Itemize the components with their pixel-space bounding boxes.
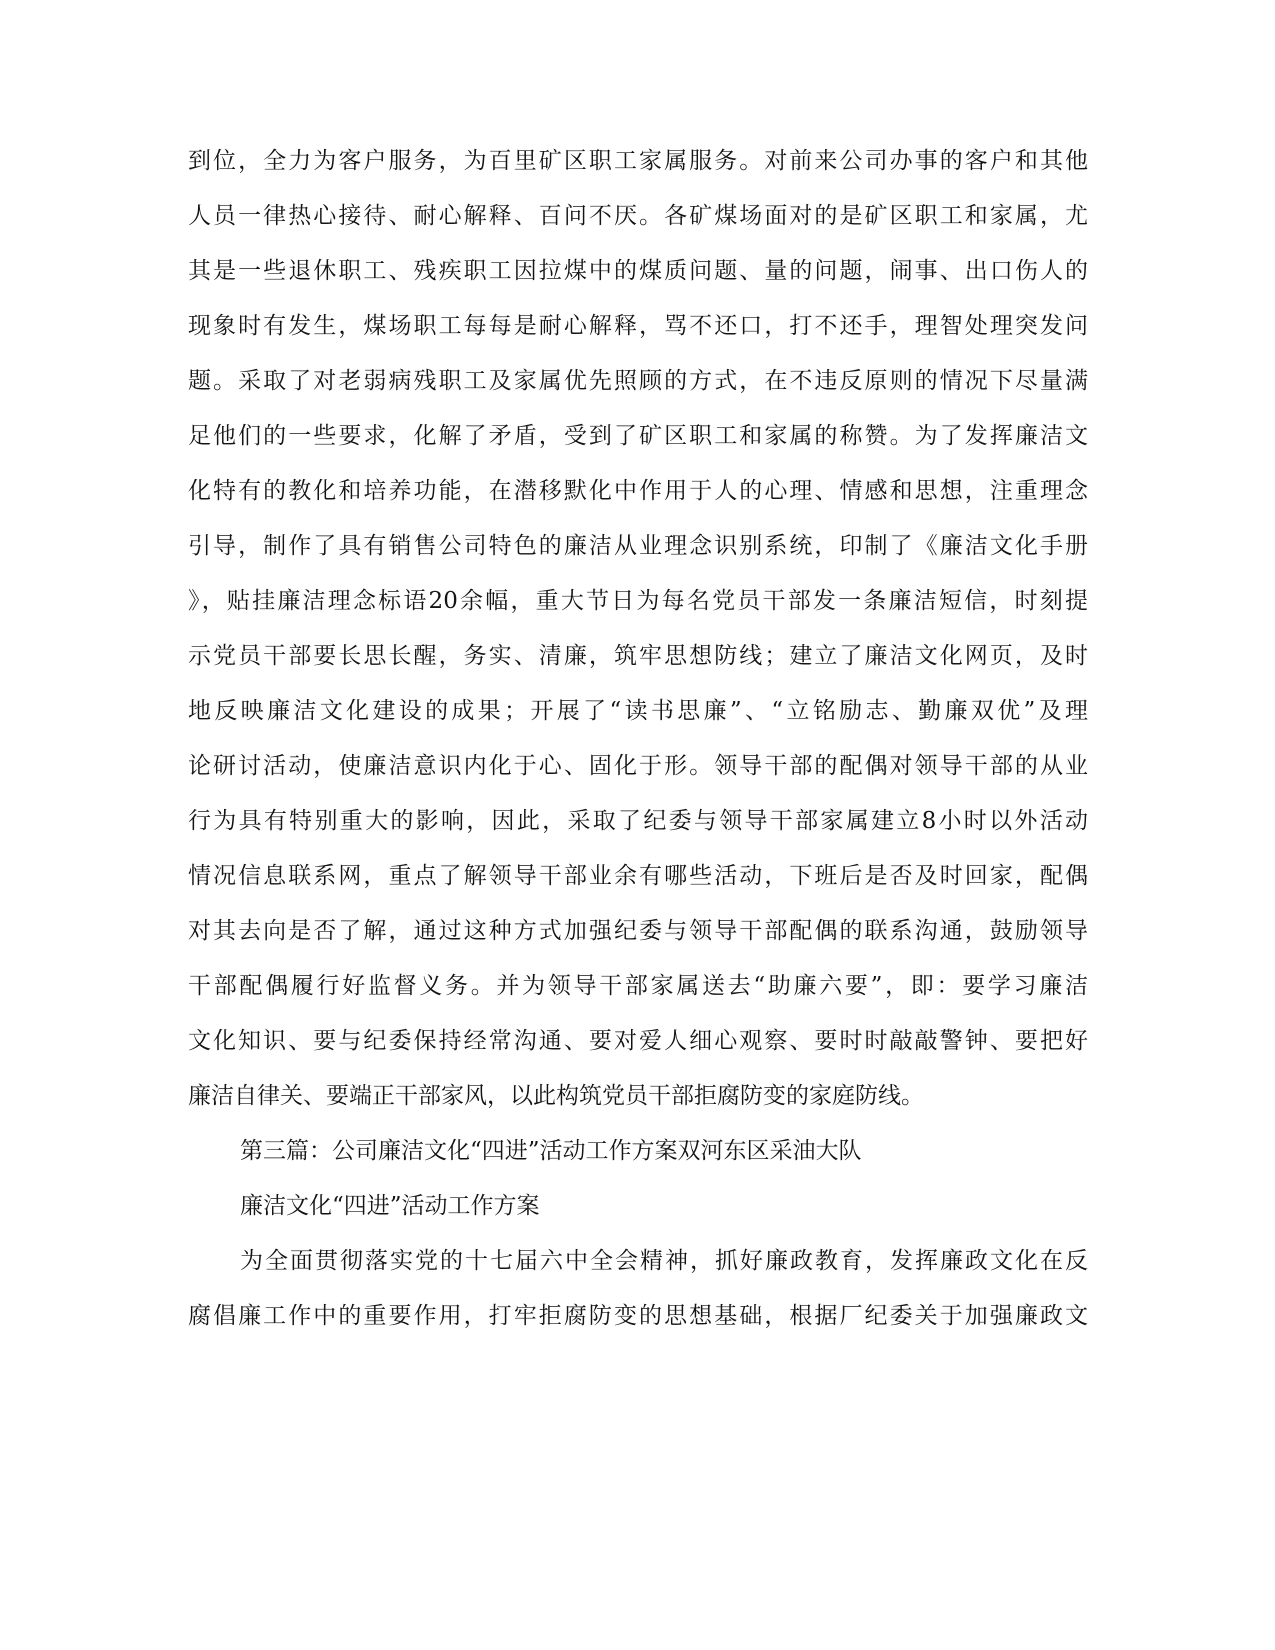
section-heading: 第三篇：公司廉洁文化“四进”活动工作方案双河东区采油大队: [240, 1138, 862, 1164]
body-text-line: 地反映廉洁文化建设的成果；开展了“读书思廉”、“立铭励志、勤廉双优”及理: [188, 698, 1088, 724]
body-text-line: 论研讨活动，使廉洁意识内化于心、固化于形。领导干部的配偶对领导干部的从业: [188, 753, 1088, 779]
body-text-line: 到位，全力为客户服务，为百里矿区职工家属服务。对前来公司办事的客户和其他: [188, 148, 1088, 174]
body-text-line: 情况信息联系网，重点了解领导干部业余有哪些活动，下班后是否及时回家，配偶: [188, 863, 1088, 889]
body-text-line: 廉洁自律关、要端正干部家风，以此构筑党员干部拒腐防变的家庭防线。: [188, 1083, 924, 1109]
body-text-line: 人员一律热心接待、耐心解释、百问不厌。各矿煤场面对的是矿区职工和家属，尤: [188, 203, 1088, 229]
body-text-line: 腐倡廉工作中的重要作用，打牢拒腐防变的思想基础，根据厂纪委关于加强廉政文: [188, 1303, 1088, 1329]
body-text-line: 引导，制作了具有销售公司特色的廉洁从业理念识别系统，印制了《廉洁文化手册: [188, 533, 1088, 559]
body-text-line: 行为具有特别重大的影响，因此，采取了纪委与领导干部家属建立8小时以外活动: [188, 808, 1088, 834]
body-text-line: 其是一些退休职工、残疾职工因拉煤中的煤质问题、量的问题，闹事、出口伤人的: [188, 258, 1088, 284]
body-text-line: 为全面贯彻落实党的十七届六中全会精神，抓好廉政教育，发挥廉政文化在反: [240, 1248, 1088, 1274]
body-text-line: 题。采取了对老弱病残职工及家属优先照顾的方式，在不违反原则的情况下尽量满: [188, 368, 1088, 394]
body-text-line: 化特有的教化和培养功能，在潜移默化中作用于人的心理、情感和思想，注重理念: [188, 478, 1088, 504]
body-text-line: 现象时有发生，煤场职工每每是耐心解释，骂不还口，打不还手，理智处理突发问: [188, 313, 1088, 339]
body-text-line: 对其去向是否了解，通过这种方式加强纪委与领导干部配偶的联系沟通，鼓励领导: [188, 918, 1088, 944]
section-subtitle: 廉洁文化“四进”活动工作方案: [240, 1193, 540, 1219]
body-text-line: 》，贴挂廉洁理念标语20余幅，重大节日为每名党员干部发一条廉洁短信，时刻提: [188, 588, 1088, 614]
body-text-line: 足他们的一些要求，化解了矛盾，受到了矿区职工和家属的称赞。为了发挥廉洁文: [188, 423, 1088, 449]
body-text-line: 干部配偶履行好监督义务。并为领导干部家属送去“助廉六要”，即：要学习廉洁: [188, 973, 1088, 999]
body-text-line: 示党员干部要长思长醒，务实、清廉，筑牢思想防线；建立了廉洁文化网页，及时: [188, 643, 1088, 669]
body-text-line: 文化知识、要与纪委保持经常沟通、要对爱人细心观察、要时时敲敲警钟、要把好: [188, 1028, 1088, 1054]
